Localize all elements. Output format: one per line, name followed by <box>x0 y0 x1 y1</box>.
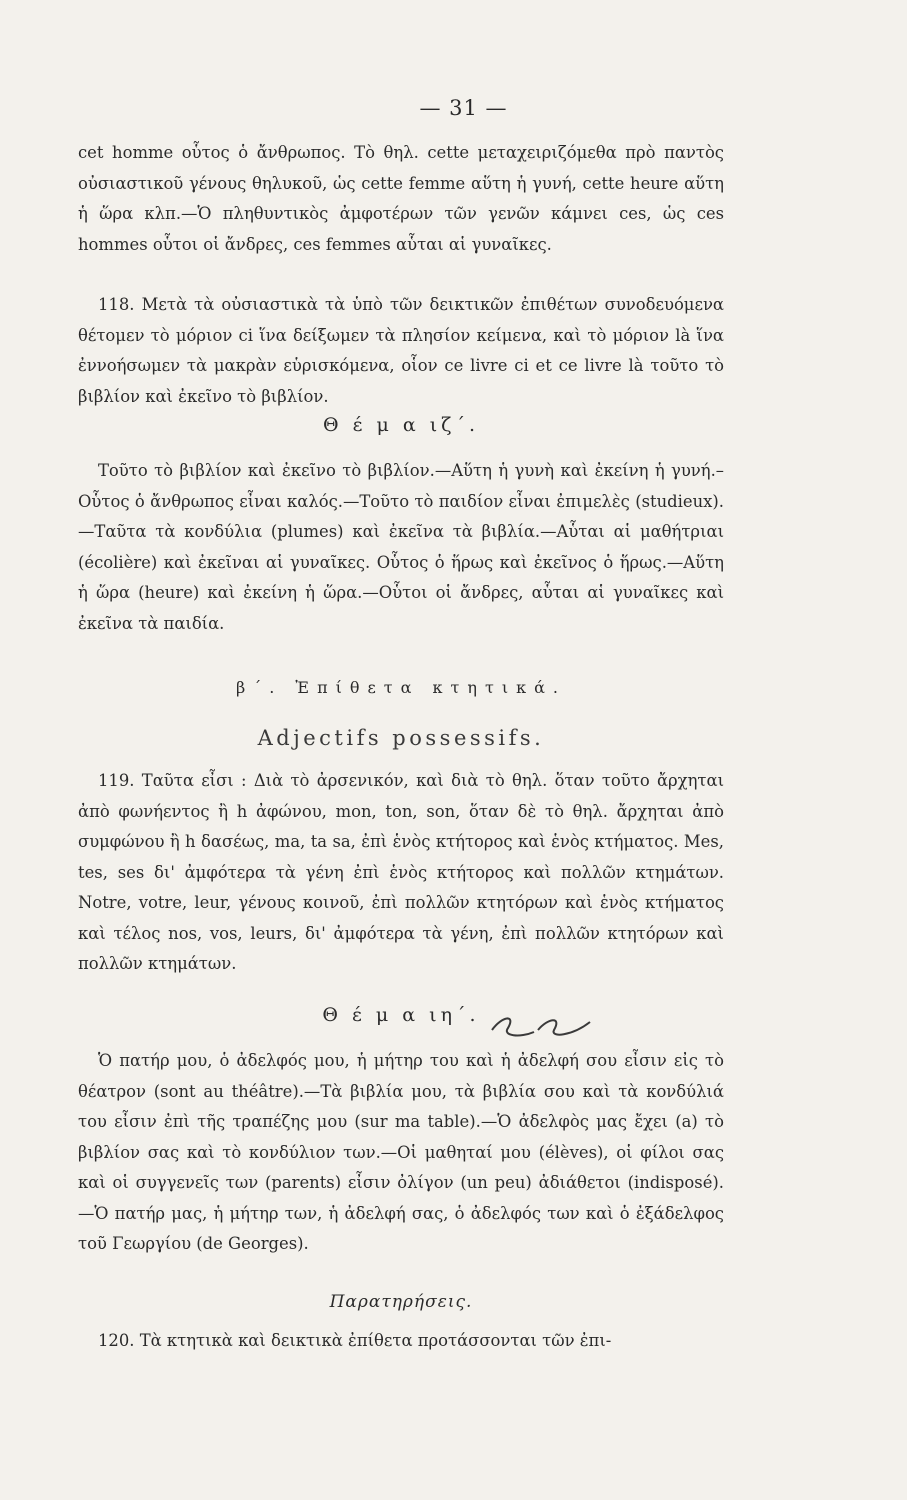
theme-17-text: Τοῦτο τὸ βιβλίον καὶ ἐκεῖνο τὸ βιβλίον.—Αὕτη ἡ γυνὴ καὶ ἐκείνη ἡ γυνή.– Οὗτος ὁ ἄνθρωπος εἶναι καλός.—Τοῦτο τὸ παιδίον εἶναι ἐπιμελὲς (studieux).—Ταῦτα τὰ κονδύλια (plumes) καὶ ἐκεῖνα τὰ βιβλία.—Αὗται αἱ μαθήτριαι (écolière) καὶ ἐκεῖναι αἱ γυναῖκες. Οὗτος ὁ ἥρως καὶ ἐκεῖνος ὁ ἥρως.—Αὕτη ἡ ὥρα (heure) καὶ ἐκείνη ἡ ὥρα.—Οὗτοι οἱ ἄνδρες, αὗται αἱ γυναῖκες καὶ ἐκεῖνα τὰ παιδία. <box>78 461 724 633</box>
section-b-heading-row <box>78 678 724 697</box>
paragraph-119-text: 119. Ταῦτα εἶσι : Διὰ τὸ ἀρσενικόν, καὶ διὰ τὸ θηλ. ὅταν τοῦτο ἄρχηται ἀπὸ φωνήεντος ἢ h ἀφώνου, mon, ton, son, ὅταν δὲ τὸ θηλ. ἄρχηται ἀπὸ συμφώνου ἢ h δασέως, ma, ta sa, ἐπὶ ἑνὸς κτήτορος καὶ ἑνὸς κτήματος. Mes, tes, ses δι' ἀμφότερα τὰ γένη ἐπὶ ἑνὸς κτήτορος καὶ πολλῶν κτημάτων. Notre, votre, leur, γένους κοινοῦ, ἐπὶ πολλῶν κτητόρων καὶ ἑνὸς κτήματος καὶ τέλος nos, vos, leurs, δι' ἀμφότερα τὰ γένη, ἐπὶ πολλῶν κτητόρων καὶ πολλῶν κτημάτων. <box>78 771 724 973</box>
theme-18-text: Ὁ πατήρ μου, ὁ ἀδελφός μου, ἡ μήτηρ του καὶ ἡ ἀδελφή σου εἶσιν εἰς τὸ θέατρον (sont au théâtre).—Τὰ βιβλία μου, τὰ βιβλία σου καὶ τὰ κονδύλιά του εἶσιν ἐπὶ τῆς τραπέζης μου (sur ma table).—Ὁ ἀδελφὸς μας ἔχει (a) τὸ βιβλίον σας καὶ τὸ κονδύλιον των.—Οἱ μαθηταί μου (élèves), οἱ φίλοι σας καὶ οἱ συγγενεῖς των (parents) εἶσιν ὀλίγον (un peu) ἀδιάθετοι (indisposé).—Ὁ πατήρ μας, ἡ μήτηρ των, ἡ ἀδελφή σας, ὁ ἀδελφός των καὶ ὁ ἐξάδελφος τοῦ Γεωργίου (de Georges). <box>78 1051 724 1253</box>
section-b-heading: β΄. Ἐπίθετα κτητικά. <box>236 678 566 697</box>
theme-17-exercise <box>78 456 724 639</box>
paragraph-120-text: 120. Τὰ κτητικὰ καὶ δεικτικὰ ἐπίθετα προτάσσονται τῶν ἐπι- <box>98 1331 612 1350</box>
remarks-heading-row <box>78 1292 724 1312</box>
theme-18-heading-row <box>78 1004 724 1026</box>
handwritten-scrawl <box>486 1008 596 1044</box>
paragraph-118-text: 118. Μετὰ τὰ οὐσιαστικὰ τὰ ὑπὸ τῶν δεικτικῶν ἐπιθέτων συνοδευόμενα θέτομεν τὸ μόριον ci ἵνα δείξωμεν τὰ πλησίον κείμενα, καὶ τὸ μόριον là ἵνα ἐννοήσωμεν τὰ μακρὰν εὑρισκόμενα, οἷον ce livre ci et ce livre là τοῦτο τὸ βιβλίον καὶ ἐκεῖνο τὸ βιβλίον. <box>78 295 724 406</box>
paragraph-120 <box>78 1326 724 1357</box>
theme-17-heading: Θ έ μ α ιζ΄. <box>322 414 480 436</box>
theme-18-heading: Θ έ μ α ιη΄. <box>322 1004 480 1026</box>
page-number: — 31 — <box>419 96 508 120</box>
paragraph-119 <box>78 766 724 980</box>
section-b-heading-fr-row <box>78 726 724 750</box>
section-b-heading-french: Adjectifs possessifs. <box>257 726 545 750</box>
paragraph-118 <box>78 290 724 412</box>
remarks-heading: Παρατηρήσεις. <box>329 1292 473 1312</box>
intro-paragraph <box>78 138 724 260</box>
intro-text: cet homme οὗτος ὁ ἄνθρωπος. Τὸ θηλ. cette μεταχειριζόμεθα πρὸ παντὸς οὐσιαστικοῦ γένους θηλυκοῦ, ὡς cette femme αὕτη ἡ γυνή, cette heure αὕτη ἡ ὥρα κλπ.—Ὁ πληθυντικὸς ἀμφοτέρων τῶν γενῶν κάμνει ces, ὡς ces hommes οὗτοι οἱ ἄνδρες, ces femmes αὗται αἱ γυναῖκες. <box>78 143 724 254</box>
theme-17-heading-row <box>78 414 724 436</box>
theme-18-exercise <box>78 1046 724 1260</box>
